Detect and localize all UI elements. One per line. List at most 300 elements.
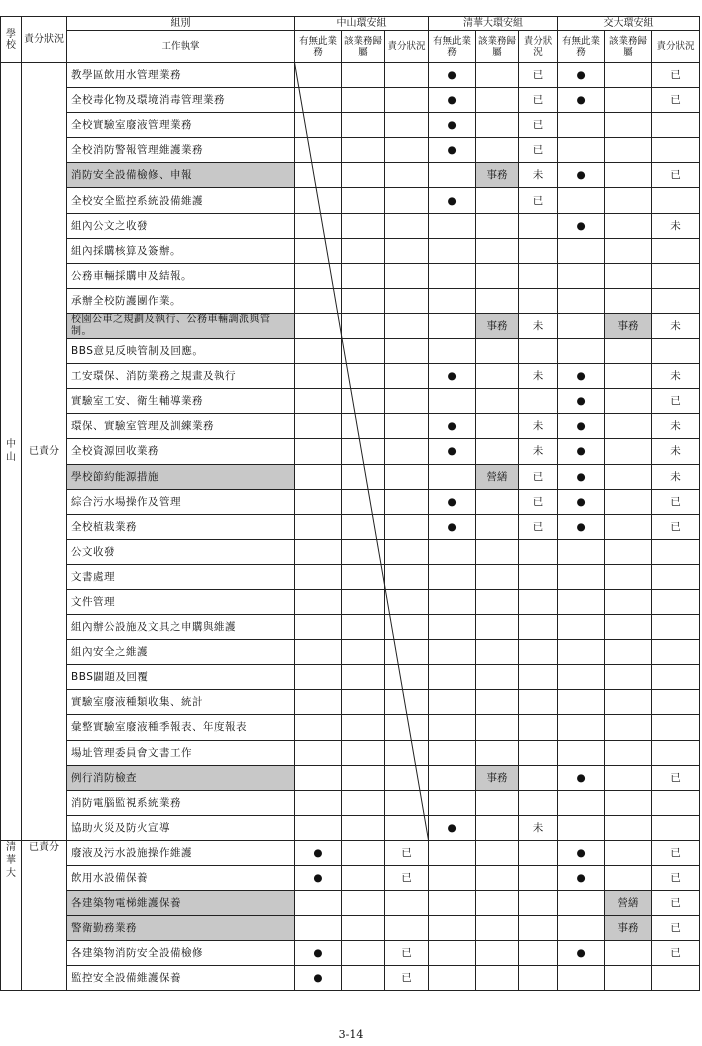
status-cell	[476, 63, 519, 88]
status-cell	[342, 916, 385, 941]
task-cell: 公務車輛採購申及結報。	[67, 263, 295, 288]
has-task-mark: ●	[429, 815, 476, 840]
status-cell	[295, 88, 342, 113]
status-cell	[342, 489, 385, 514]
status-cell	[605, 941, 652, 966]
task-cell: 校園公車之規劃及執行、公務車輛調派與管制。	[67, 313, 295, 338]
status-cell	[385, 564, 429, 589]
task-cell: 全校安全監控系統設備維護	[67, 188, 295, 213]
status-cell	[385, 88, 429, 113]
section-school: 中山	[1, 63, 22, 841]
status-cell	[605, 113, 652, 138]
task-cell: 工安環保、消防業務之規畫及執行	[67, 364, 295, 389]
task-cell: 消防安全設備檢修、申報	[67, 163, 295, 188]
status-cell	[476, 138, 519, 163]
table-row	[1, 414, 700, 439]
status-cell	[605, 339, 652, 364]
status-cell: 已	[652, 88, 700, 113]
status-cell	[295, 640, 342, 665]
ownership-cell: 事務	[605, 313, 652, 338]
has-task-mark: ●	[429, 138, 476, 163]
status-cell: 已	[519, 514, 558, 539]
status-cell	[605, 213, 652, 238]
status-cell	[429, 389, 476, 414]
status-cell	[385, 313, 429, 338]
has-task-mark: ●	[429, 188, 476, 213]
status-cell	[385, 589, 429, 614]
status-cell	[476, 514, 519, 539]
status-cell	[429, 665, 476, 690]
status-cell: 已	[652, 163, 700, 188]
status-cell	[605, 665, 652, 690]
status-cell	[295, 163, 342, 188]
status-cell	[385, 364, 429, 389]
table-row	[1, 941, 700, 966]
status-cell: 已	[385, 866, 429, 891]
status-cell	[519, 740, 558, 765]
status-cell	[519, 564, 558, 589]
subcol-header: 有無此業務	[295, 31, 342, 63]
task-cell: 全校資源回收業務	[67, 439, 295, 464]
has-task-mark: ●	[558, 489, 605, 514]
task-cell: 場址管理委員會文書工作	[67, 740, 295, 765]
has-task-mark: ●	[295, 840, 342, 865]
status-cell	[295, 113, 342, 138]
status-cell	[605, 840, 652, 865]
status-cell	[558, 288, 605, 313]
status-cell	[519, 866, 558, 891]
table-row	[1, 790, 700, 815]
zone-header: 責分狀況	[22, 17, 67, 63]
status-cell	[342, 866, 385, 891]
status-cell: 未	[652, 364, 700, 389]
status-cell	[385, 113, 429, 138]
status-cell	[652, 665, 700, 690]
status-cell	[519, 790, 558, 815]
status-cell	[342, 113, 385, 138]
table-row	[1, 138, 700, 163]
status-cell: 未	[519, 815, 558, 840]
has-task-mark: ●	[558, 464, 605, 489]
status-cell	[519, 539, 558, 564]
task-cell: 警衛勤務業務	[67, 916, 295, 941]
status-cell	[605, 364, 652, 389]
status-cell	[476, 113, 519, 138]
status-cell	[558, 138, 605, 163]
status-cell	[605, 439, 652, 464]
table-row	[1, 389, 700, 414]
status-cell	[342, 414, 385, 439]
status-cell	[652, 640, 700, 665]
status-cell	[652, 966, 700, 991]
status-cell: 已	[652, 514, 700, 539]
status-cell	[519, 389, 558, 414]
status-cell	[385, 615, 429, 640]
task-cell: 消防電腦監視系統業務	[67, 790, 295, 815]
status-cell	[605, 238, 652, 263]
status-cell	[605, 464, 652, 489]
has-task-mark: ●	[558, 439, 605, 464]
status-cell	[295, 489, 342, 514]
status-cell	[605, 489, 652, 514]
task-cell: 廢液及污水設施操作維護	[67, 840, 295, 865]
status-cell	[605, 966, 652, 991]
task-cell: 全校消防警報管理維護業務	[67, 138, 295, 163]
task-cell: 組內採購核算及簽辦。	[67, 238, 295, 263]
status-cell	[605, 539, 652, 564]
task-cell: 實驗室工安、衛生輔導業務	[67, 389, 295, 414]
status-cell	[476, 389, 519, 414]
status-cell	[342, 63, 385, 88]
status-cell	[605, 288, 652, 313]
status-cell	[605, 615, 652, 640]
status-cell	[295, 564, 342, 589]
status-cell	[385, 815, 429, 840]
task-cell: 全校毒化物及環境消毒管理業務	[67, 88, 295, 113]
group-header-1: 中山環安組	[295, 17, 429, 31]
status-cell	[476, 665, 519, 690]
status-cell	[342, 263, 385, 288]
section-school: 清華大	[1, 840, 22, 991]
status-cell	[295, 439, 342, 464]
task-cell: 綜合污水場操作及管理	[67, 489, 295, 514]
subcol-header: 有無此業務	[558, 31, 605, 63]
status-cell	[342, 88, 385, 113]
table-row	[1, 63, 700, 88]
table-row	[1, 740, 700, 765]
status-cell	[385, 514, 429, 539]
table-row	[1, 88, 700, 113]
status-cell	[652, 790, 700, 815]
status-cell	[476, 238, 519, 263]
status-cell	[558, 690, 605, 715]
status-cell	[558, 640, 605, 665]
has-task-mark: ●	[295, 866, 342, 891]
status-cell	[476, 740, 519, 765]
status-cell	[605, 514, 652, 539]
table-row	[1, 564, 700, 589]
status-cell	[295, 615, 342, 640]
status-cell	[295, 188, 342, 213]
status-cell	[342, 615, 385, 640]
table-row	[1, 163, 700, 188]
status-cell: 已	[652, 866, 700, 891]
task-cell: 教學區飲用水管理業務	[67, 63, 295, 88]
status-cell	[295, 916, 342, 941]
status-cell: 已	[519, 489, 558, 514]
subcol-header: 該業務歸屬	[605, 31, 652, 63]
group-header-3: 交大環安組	[558, 17, 700, 31]
status-cell	[476, 715, 519, 740]
table-row	[1, 891, 700, 916]
table-row	[1, 364, 700, 389]
status-cell	[429, 916, 476, 941]
has-task-mark: ●	[429, 63, 476, 88]
status-cell	[295, 63, 342, 88]
status-cell: 未	[519, 364, 558, 389]
has-task-mark: ●	[429, 439, 476, 464]
status-cell	[429, 288, 476, 313]
status-cell	[476, 539, 519, 564]
status-cell	[385, 916, 429, 941]
task-cell: BBS闢題及回覆	[67, 665, 295, 690]
table-row	[1, 539, 700, 564]
status-cell	[605, 88, 652, 113]
status-cell	[519, 840, 558, 865]
task-cell: 文書處理	[67, 564, 295, 589]
status-cell	[429, 539, 476, 564]
status-cell	[652, 589, 700, 614]
status-cell	[342, 188, 385, 213]
status-cell	[652, 615, 700, 640]
status-cell	[476, 489, 519, 514]
status-cell	[295, 238, 342, 263]
status-cell	[342, 765, 385, 790]
status-cell	[385, 288, 429, 313]
status-cell	[476, 213, 519, 238]
school-header: 學校	[1, 17, 22, 63]
status-cell	[295, 589, 342, 614]
table-row	[1, 640, 700, 665]
status-cell	[476, 840, 519, 865]
status-cell	[295, 464, 342, 489]
has-task-mark: ●	[429, 489, 476, 514]
status-cell	[429, 740, 476, 765]
ownership-cell: 事務	[476, 163, 519, 188]
table-row	[1, 514, 700, 539]
status-cell	[476, 916, 519, 941]
status-cell: 已	[519, 113, 558, 138]
status-cell	[342, 163, 385, 188]
status-cell	[385, 138, 429, 163]
status-cell	[476, 364, 519, 389]
table-row	[1, 339, 700, 364]
status-cell	[342, 238, 385, 263]
ownership-cell: 事務	[476, 765, 519, 790]
status-cell: 已	[519, 63, 558, 88]
table-row	[1, 815, 700, 840]
status-cell	[476, 866, 519, 891]
has-task-mark: ●	[558, 213, 605, 238]
status-cell	[429, 790, 476, 815]
status-cell	[519, 891, 558, 916]
status-cell	[342, 891, 385, 916]
status-cell	[342, 313, 385, 338]
header-row-2	[1, 31, 700, 63]
status-cell	[652, 188, 700, 213]
status-cell	[342, 213, 385, 238]
status-cell	[295, 414, 342, 439]
status-cell	[342, 564, 385, 589]
status-cell: 已	[652, 489, 700, 514]
status-cell	[342, 464, 385, 489]
status-cell: 已	[385, 966, 429, 991]
status-cell	[342, 439, 385, 464]
status-cell	[385, 414, 429, 439]
status-cell	[295, 213, 342, 238]
status-cell	[558, 815, 605, 840]
status-cell	[558, 589, 605, 614]
status-cell	[295, 313, 342, 338]
status-cell	[342, 640, 385, 665]
table-row	[1, 439, 700, 464]
status-cell	[385, 489, 429, 514]
status-cell	[605, 715, 652, 740]
status-cell	[558, 238, 605, 263]
ownership-cell: 營繕	[476, 464, 519, 489]
status-cell	[476, 339, 519, 364]
subcol-header: 責分狀況	[652, 31, 700, 63]
status-cell	[519, 589, 558, 614]
table-row	[1, 840, 700, 865]
table-row	[1, 288, 700, 313]
status-cell: 未	[652, 213, 700, 238]
status-cell	[558, 188, 605, 213]
status-cell	[295, 288, 342, 313]
status-cell	[385, 188, 429, 213]
status-cell	[295, 740, 342, 765]
status-cell	[652, 815, 700, 840]
task-cell: 監控安全設備維護保養	[67, 966, 295, 991]
status-cell	[519, 238, 558, 263]
group-header-2: 清華大環安組	[429, 17, 558, 31]
table-row	[1, 916, 700, 941]
task-cell: 公文收發	[67, 539, 295, 564]
status-cell	[652, 288, 700, 313]
status-cell	[476, 815, 519, 840]
status-cell	[385, 640, 429, 665]
status-cell	[385, 715, 429, 740]
has-task-mark: ●	[558, 88, 605, 113]
task-cell: 組內公文之收發	[67, 213, 295, 238]
status-cell	[385, 765, 429, 790]
status-cell	[342, 715, 385, 740]
status-cell	[429, 966, 476, 991]
status-cell: 已	[519, 188, 558, 213]
table-row	[1, 213, 700, 238]
status-cell	[519, 263, 558, 288]
task-cell: 環保、實驗室管理及訓練業務	[67, 414, 295, 439]
status-cell	[476, 941, 519, 966]
status-cell	[429, 765, 476, 790]
status-cell	[558, 263, 605, 288]
status-cell	[429, 866, 476, 891]
task-cell: 飲用水設備保養	[67, 866, 295, 891]
status-cell	[476, 589, 519, 614]
table-row	[1, 966, 700, 991]
task-cell: 例行消防檢查	[67, 765, 295, 790]
task-cell: 實驗室廢液種類收集、統計	[67, 690, 295, 715]
status-cell: 已	[652, 916, 700, 941]
status-cell	[342, 941, 385, 966]
table-row	[1, 263, 700, 288]
table-row	[1, 665, 700, 690]
task-cell: 承辦全校防護團作業。	[67, 288, 295, 313]
status-cell	[295, 891, 342, 916]
status-cell	[605, 414, 652, 439]
status-cell	[476, 88, 519, 113]
status-cell: 已	[385, 941, 429, 966]
has-task-mark: ●	[429, 414, 476, 439]
status-cell	[385, 63, 429, 88]
status-cell	[295, 389, 342, 414]
status-cell	[342, 966, 385, 991]
status-cell	[385, 439, 429, 464]
status-cell	[429, 213, 476, 238]
status-cell	[605, 263, 652, 288]
status-cell	[295, 790, 342, 815]
status-cell	[652, 263, 700, 288]
has-task-mark: ●	[558, 840, 605, 865]
has-task-mark: ●	[558, 163, 605, 188]
status-cell	[519, 665, 558, 690]
status-cell	[385, 740, 429, 765]
status-cell	[652, 715, 700, 740]
subcol-header: 責分狀況	[519, 31, 558, 63]
status-cell	[519, 615, 558, 640]
has-task-mark: ●	[558, 765, 605, 790]
ownership-cell: 事務	[476, 313, 519, 338]
status-cell	[652, 238, 700, 263]
status-cell	[605, 690, 652, 715]
has-task-mark: ●	[558, 364, 605, 389]
status-cell	[652, 539, 700, 564]
status-cell	[295, 715, 342, 740]
status-cell	[429, 238, 476, 263]
status-cell	[605, 63, 652, 88]
status-cell	[429, 339, 476, 364]
status-cell	[342, 665, 385, 690]
status-cell	[605, 564, 652, 589]
status-cell	[476, 690, 519, 715]
status-cell: 已	[652, 63, 700, 88]
status-cell	[385, 389, 429, 414]
has-task-mark: ●	[558, 414, 605, 439]
status-cell	[342, 539, 385, 564]
subcol-header: 有無此業務	[429, 31, 476, 63]
status-cell	[342, 364, 385, 389]
status-cell	[652, 138, 700, 163]
status-cell	[605, 790, 652, 815]
task-cell: 各建築物電梯維護保養	[67, 891, 295, 916]
table-row	[1, 489, 700, 514]
status-cell	[429, 313, 476, 338]
has-task-mark: ●	[558, 514, 605, 539]
status-cell: 已	[519, 88, 558, 113]
status-cell	[295, 690, 342, 715]
status-cell	[385, 665, 429, 690]
has-task-mark: ●	[429, 113, 476, 138]
status-cell	[558, 339, 605, 364]
status-cell	[605, 188, 652, 213]
status-cell	[342, 740, 385, 765]
status-cell	[558, 564, 605, 589]
status-cell	[342, 339, 385, 364]
status-cell	[342, 790, 385, 815]
ownership-cell: 營繕	[605, 891, 652, 916]
status-cell	[605, 640, 652, 665]
status-cell	[385, 163, 429, 188]
status-cell	[605, 589, 652, 614]
task-cell: 各建築物消防安全設備檢修	[67, 941, 295, 966]
status-cell: 未	[519, 163, 558, 188]
status-cell	[429, 615, 476, 640]
table-row	[1, 715, 700, 740]
has-task-mark: ●	[429, 88, 476, 113]
status-cell	[476, 640, 519, 665]
table-row	[1, 313, 700, 338]
status-cell	[519, 640, 558, 665]
